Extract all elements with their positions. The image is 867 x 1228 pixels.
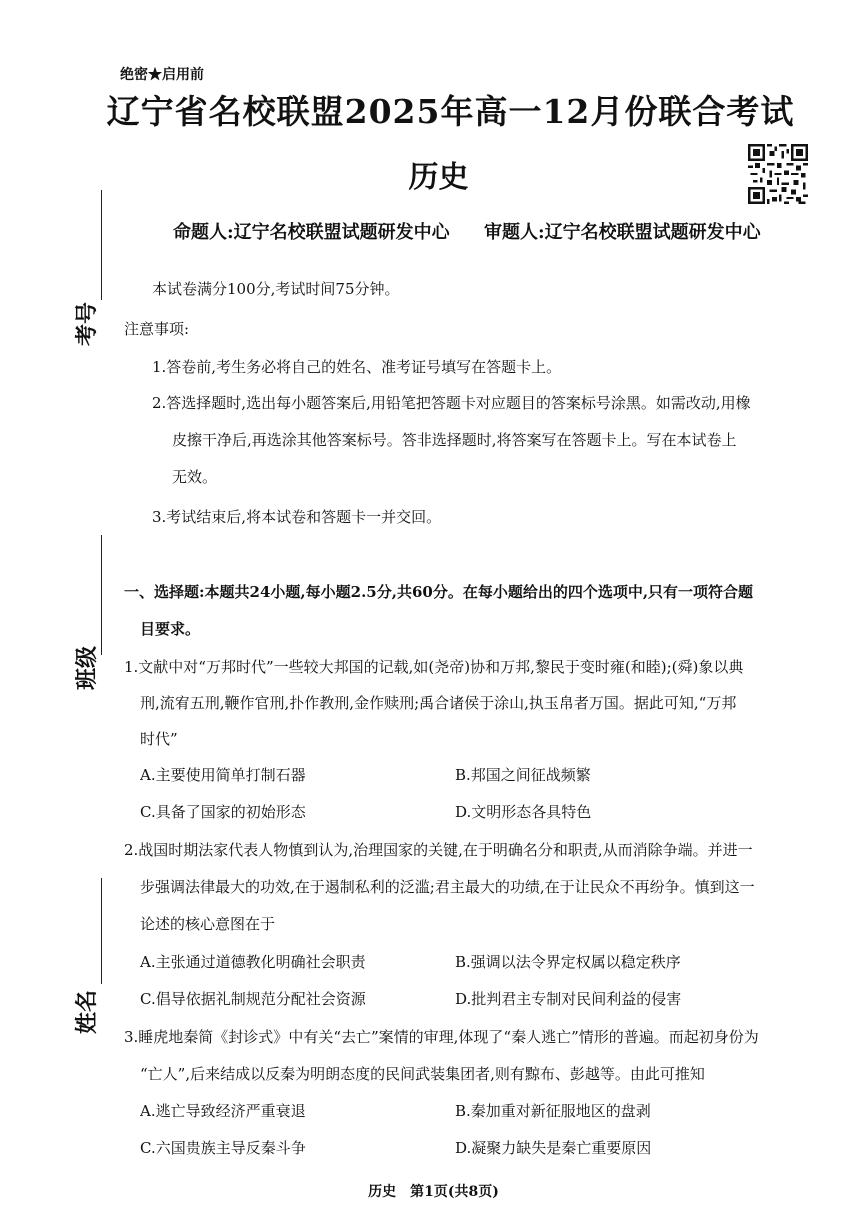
notice-item-3: 3.考试结束后,将本试卷和答题卡一并交回。 (152, 508, 442, 526)
question-1-cont: 时代” (140, 730, 178, 748)
score-time-text: 本试卷满分100分,考试时间75分钟。 (152, 280, 400, 298)
notice-item-2-cont: 无效。 (172, 468, 218, 486)
q1-option-a: A.主要使用简单打制石器 (140, 766, 306, 784)
notice-item-1: 1.答卷前,考生务必将自己的姓名、准考证号填写在答题卡上。 (152, 358, 562, 376)
q2-option-b: B.强调以法令界定权属以稳定秩序 (455, 953, 681, 971)
question-1-cont: 刑,流宥五刑,鞭作官刑,扑作教刑,金作赎刑;禹合诸侯于涂山,执玉帛者万国。据此可知,“万邦 (140, 694, 737, 712)
question-1: 1.文献中对“万邦时代”一些较大邦国的记载,如(尧帝)协和万邦,黎民于变时雍(和睦);(舜)象以典 (124, 658, 744, 676)
subject-title: 历史 (408, 160, 469, 195)
exam-title: 辽宁省名校联盟2025年高一12月份联合考试 (106, 92, 795, 131)
notice-item-2: 2.答选择题时,选出每小题答案后,用铅笔把答题卡对应题目的答案标号涂黑。如需改动,用橡 (152, 394, 751, 412)
q2-option-a: A.主张通过道德教化明确社会职责 (140, 953, 366, 971)
question-3-cont: “亡人”,后来结成以反秦为明朗态度的民间武装集团者,则有黥布、彭越等。由此可推知 (140, 1065, 705, 1083)
reviewer-info: 审题人:辽宁名校联盟试题研发中心 (484, 222, 761, 243)
q3-option-a: A.逃亡导致经济严重衰退 (140, 1102, 306, 1120)
question-2: 2.战国时期法家代表人物慎到认为,治理国家的关键,在于明确名分和职责,从而消除争端。并进一 (124, 841, 753, 859)
name-line (101, 878, 102, 984)
section-heading: 一、选择题:本题共24小题,每小题2.5分,共60分。在每小题给出的四个选项中,只有一项符合题 (124, 583, 754, 601)
question-3: 3.睡虎地秦简《封诊式》中有关“去亡”案情的审理,体现了“秦人逃亡”情形的普遍。而起初身份为 (124, 1028, 759, 1046)
q2-option-d: D.批判君主专制对民间利益的侵害 (455, 990, 682, 1008)
name-label: 姓名 (75, 989, 100, 1034)
q3-option-b: B.秦加重对新征服地区的盘剥 (455, 1102, 651, 1120)
q1-option-c: C.具备了国家的初始形态 (140, 803, 306, 821)
q3-option-d: D.凝聚力缺失是秦亡重要原因 (455, 1139, 652, 1157)
question-2-cont: 论述的核心意图在于 (140, 915, 276, 933)
page-footer: 历史 第1页(共8页) (368, 1184, 499, 1200)
confidential-label: 绝密★启用前 (120, 67, 204, 83)
q1-option-b: B.邦国之间征战频繁 (455, 766, 591, 784)
exam-no-line (101, 190, 102, 300)
q2-option-c: C.倡导依据礼制规范分配社会资源 (140, 990, 366, 1008)
notice-title: 注意事项: (124, 320, 190, 338)
q1-option-d: D.文明形态各具特色 (455, 803, 592, 821)
author-info: 命题人:辽宁名校联盟试题研发中心 (173, 222, 450, 243)
question-2-cont: 步强调法律最大的功效,在于遏制私利的泛滥;君主最大的功绩,在于让民众不再纷争。慎到这一 (140, 878, 755, 896)
exam-no-label: 考号 (75, 301, 100, 346)
section-heading-cont: 目要求。 (140, 620, 201, 638)
class-line (101, 535, 102, 655)
qr-code-icon (748, 144, 808, 204)
q3-option-c: C.六国贵族主导反秦斗争 (140, 1139, 306, 1157)
notice-item-2-cont: 皮擦干净后,再选涂其他答案标号。答非选择题时,将答案写在答题卡上。写在本试卷上 (172, 431, 737, 449)
class-label: 班级 (75, 645, 100, 690)
